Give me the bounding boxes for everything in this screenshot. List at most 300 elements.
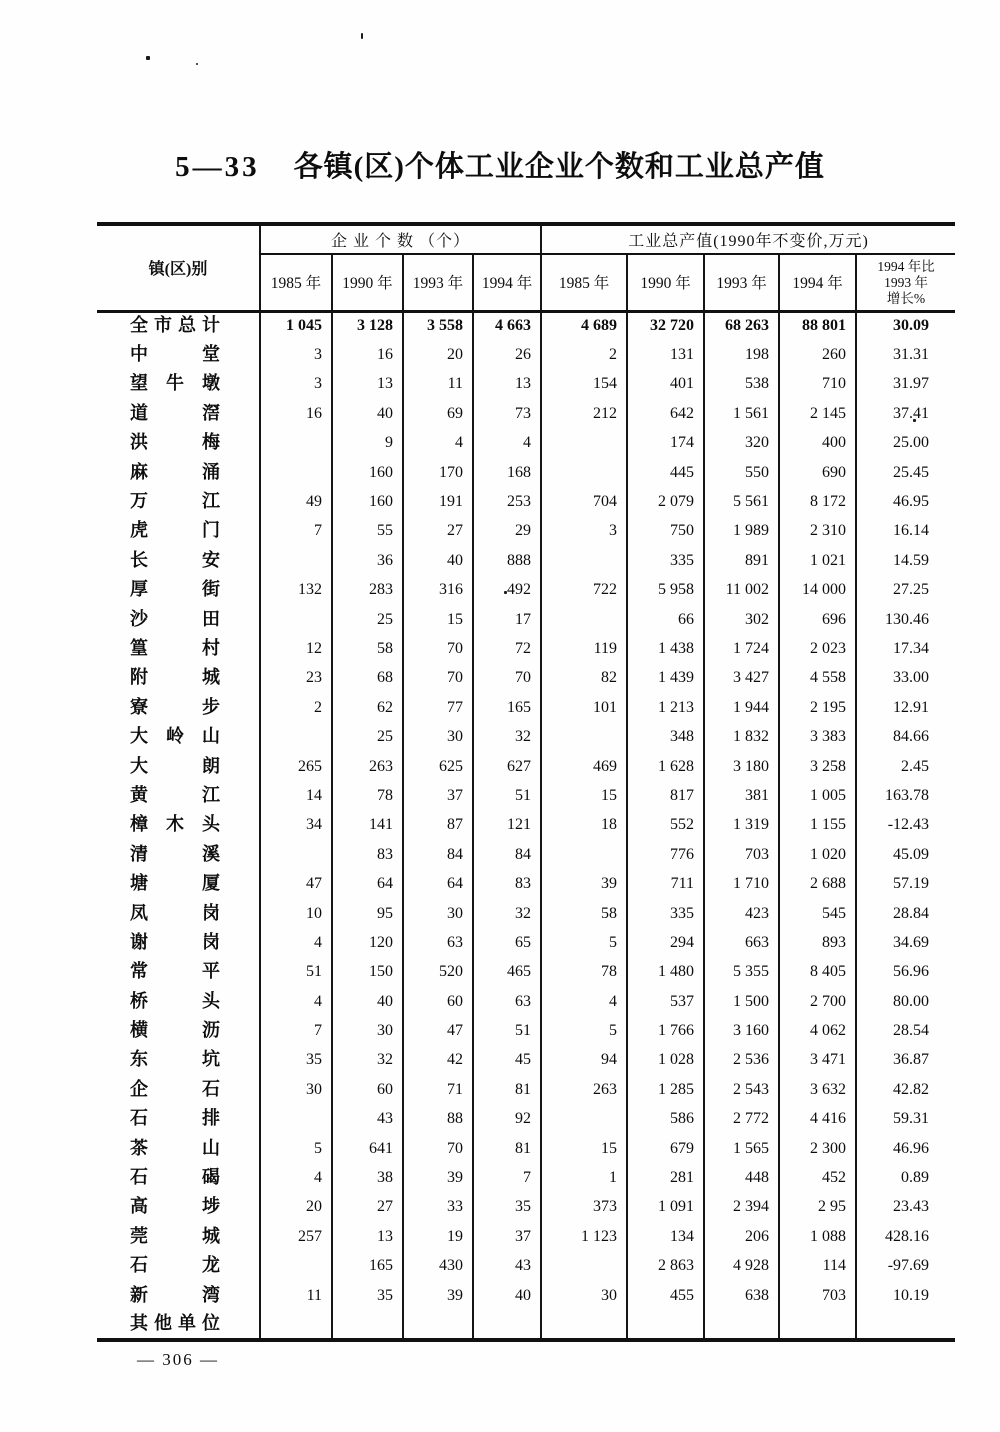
scan-speck: [361, 33, 363, 39]
town-name-cell: [97, 311, 260, 340]
table-row: [97, 928, 955, 957]
value-cell: 37: [403, 781, 473, 810]
value-cell: 40: [332, 987, 403, 1016]
table-row: [97, 546, 955, 575]
growth-value-cell: 23.43: [893, 1198, 930, 1216]
town-name: 长 安: [130, 549, 220, 571]
table-row: [97, 517, 955, 546]
table-row: [97, 899, 955, 928]
column-group-enterprise-count: 企 业 个 数 （个）: [260, 224, 541, 254]
value-cell: [260, 1252, 332, 1281]
value-cell: 4: [260, 1163, 332, 1192]
value-cell: 15: [403, 605, 473, 634]
town-name: 黄 江: [130, 784, 220, 806]
table-row: [97, 370, 955, 399]
value-cell: 302: [704, 605, 779, 634]
table-row: [97, 399, 955, 428]
value-cell: 14 000: [779, 576, 856, 605]
town-name: 虎 门: [130, 520, 220, 542]
value-cell: 663: [704, 928, 779, 957]
town-name-cell: [97, 928, 260, 957]
growth-value-cell: 42.82: [893, 1080, 930, 1098]
value-cell: 23: [260, 664, 332, 693]
value-cell: 1 005: [779, 781, 856, 810]
column-header-town: 镇(区)别: [97, 224, 260, 311]
value-cell: 40: [332, 399, 403, 428]
statistics-table: [97, 222, 955, 1342]
growth-value-cell: 10.19: [893, 1286, 930, 1304]
value-cell: 30: [541, 1281, 627, 1310]
town-name: 寮 步: [130, 696, 220, 718]
value-cell: 586: [627, 1105, 704, 1134]
value-cell: 1 724: [704, 634, 779, 663]
value-cell: 15: [541, 1134, 627, 1163]
value-cell: 141: [332, 811, 403, 840]
value-cell: 430: [403, 1252, 473, 1281]
growth-value-cell: 57.19: [893, 875, 930, 893]
value-cell: 63: [473, 987, 541, 1016]
table-row: [97, 311, 955, 340]
town-name: 附 城: [130, 667, 220, 689]
value-cell: 283: [332, 576, 403, 605]
value-cell: 64: [332, 869, 403, 898]
column-header-year: 1993 年: [403, 254, 473, 311]
town-name: 塘 厦: [130, 873, 220, 895]
value-cell: 1 710: [704, 869, 779, 898]
value-cell: [541, 1252, 627, 1281]
town-name: 常 平: [130, 961, 220, 983]
town-name-cell: [97, 429, 260, 458]
value-cell: 3 180: [704, 752, 779, 781]
value-cell: 7: [260, 517, 332, 546]
growth-value-cell: 34.69: [893, 933, 930, 951]
value-cell: 1 091: [627, 1193, 704, 1222]
town-name-cell: [97, 811, 260, 840]
value-cell: 1 439: [627, 664, 704, 693]
value-cell: 642: [627, 399, 704, 428]
value-cell: 11: [403, 370, 473, 399]
value-cell: 5: [260, 1134, 332, 1163]
growth-value-cell: 25.00: [893, 434, 930, 452]
value-cell: 891: [704, 546, 779, 575]
value-cell: 704: [541, 487, 627, 516]
value-cell: [541, 429, 627, 458]
value-cell: 263: [332, 752, 403, 781]
value-cell: 70: [403, 664, 473, 693]
value-cell: 4: [473, 429, 541, 458]
value-cell: 30: [403, 899, 473, 928]
value-cell: 88 801: [779, 311, 856, 340]
value-cell: 198: [704, 340, 779, 369]
value-cell: 81: [473, 1134, 541, 1163]
table-row: [97, 1105, 955, 1134]
value-cell: 2 700: [779, 987, 856, 1016]
town-name-cell: [97, 370, 260, 399]
town-name-cell: [97, 752, 260, 781]
value-cell: 39: [541, 869, 627, 898]
value-cell: 5 561: [704, 487, 779, 516]
value-cell: 60: [332, 1075, 403, 1104]
table-row: [97, 429, 955, 458]
value-cell: 8 405: [779, 958, 856, 987]
value-cell: 42: [403, 1046, 473, 1075]
value-cell: 4: [260, 928, 332, 957]
value-cell: 70: [403, 634, 473, 663]
town-name: 洪 梅: [130, 432, 220, 454]
table-number: 5—33: [175, 151, 260, 183]
town-name-cell: [97, 781, 260, 810]
value-cell: 13: [473, 370, 541, 399]
value-cell: 2 195: [779, 693, 856, 722]
value-cell: 101: [541, 693, 627, 722]
value-cell: 81: [473, 1075, 541, 1104]
value-cell: 2 394: [704, 1193, 779, 1222]
column-header-year: 1990 年: [627, 254, 704, 311]
town-name: 茶 山: [130, 1137, 220, 1159]
value-cell: 550: [704, 458, 779, 487]
town-name-cell: [97, 664, 260, 693]
value-cell: 1 766: [627, 1016, 704, 1045]
value-cell: 87: [403, 811, 473, 840]
value-cell: 30: [260, 1075, 332, 1104]
value-cell: 30: [332, 1016, 403, 1045]
value-cell: 537: [627, 987, 704, 1016]
town-name-cell: [97, 958, 260, 987]
town-name-cell: [97, 840, 260, 869]
table-row: [97, 722, 955, 751]
growth-value-cell: 56.96: [893, 963, 930, 981]
value-cell: 2 145: [779, 399, 856, 428]
table-body: [97, 311, 955, 1340]
value-cell: 131: [627, 340, 704, 369]
town-name: 凤 岗: [130, 902, 220, 924]
growth-value-cell: 2.45: [901, 757, 930, 775]
value-cell: 373: [541, 1193, 627, 1222]
value-cell: 2: [541, 340, 627, 369]
growth-value-cell: 28.84: [893, 904, 930, 922]
town-name-cell: [97, 722, 260, 751]
column-header-year: 1993 年: [704, 254, 779, 311]
value-cell: 51: [473, 781, 541, 810]
value-cell: 2 300: [779, 1134, 856, 1163]
value-cell: 776: [627, 840, 704, 869]
value-cell: 381: [704, 781, 779, 810]
value-cell: 33: [403, 1193, 473, 1222]
value-cell: 2 772: [704, 1105, 779, 1134]
value-cell: 465: [473, 958, 541, 987]
value-cell: 82: [541, 664, 627, 693]
town-name: 中 堂: [130, 344, 220, 366]
value-cell: 263: [541, 1075, 627, 1104]
value-cell: 335: [627, 899, 704, 928]
value-cell: 1 155: [779, 811, 856, 840]
value-cell: [541, 722, 627, 751]
table-row: [97, 1252, 955, 1281]
value-cell: 4 416: [779, 1105, 856, 1134]
value-cell: 552: [627, 811, 704, 840]
value-cell: [260, 840, 332, 869]
value-cell: 641: [332, 1134, 403, 1163]
value-cell: 62: [332, 693, 403, 722]
value-cell: 39: [403, 1281, 473, 1310]
value-cell: 2 079: [627, 487, 704, 516]
table-title-text: 各镇(区)个体工业企业个数和工业总产值: [293, 151, 825, 183]
table-row: [97, 1163, 955, 1192]
value-cell: 72: [473, 634, 541, 663]
growth-value-cell: 45.09: [893, 845, 930, 863]
table-row: [97, 634, 955, 663]
value-cell: 39: [403, 1163, 473, 1192]
value-cell: 257: [260, 1222, 332, 1251]
value-cell: 1 088: [779, 1222, 856, 1251]
growth-value-cell: 59.31: [893, 1110, 930, 1128]
town-name: 大 岭 山: [130, 726, 220, 748]
value-cell: 253: [473, 487, 541, 516]
value-cell: 3 558: [403, 311, 473, 340]
value-cell: 3 160: [704, 1016, 779, 1045]
value-cell: 893: [779, 928, 856, 957]
value-cell: 1 628: [627, 752, 704, 781]
town-name: 沙 田: [130, 608, 220, 630]
value-cell: 2 310: [779, 517, 856, 546]
table-row: [97, 1222, 955, 1251]
value-cell: 1 045: [260, 311, 332, 340]
value-cell: 40: [473, 1281, 541, 1310]
value-cell: 84: [473, 840, 541, 869]
table-row: [97, 576, 955, 605]
value-cell: 10: [260, 899, 332, 928]
town-name: 横 沥: [130, 1020, 220, 1042]
value-cell: [627, 1310, 704, 1339]
value-cell: 492: [473, 576, 541, 605]
value-cell: 1 021: [779, 546, 856, 575]
value-cell: 35: [260, 1046, 332, 1075]
value-cell: [541, 546, 627, 575]
value-cell: 320: [704, 429, 779, 458]
value-cell: 70: [403, 1134, 473, 1163]
value-cell: 65: [473, 928, 541, 957]
value-cell: 84: [403, 840, 473, 869]
column-header-year: 1994 年: [473, 254, 541, 311]
column-header-year: 1985 年: [260, 254, 332, 311]
town-name-cell: [97, 1252, 260, 1281]
value-cell: 18: [541, 811, 627, 840]
table-row: [97, 1281, 955, 1310]
value-cell: 78: [332, 781, 403, 810]
town-name-cell: [97, 899, 260, 928]
value-cell: 25: [332, 722, 403, 751]
value-cell: 5: [541, 1016, 627, 1045]
town-name: 麻 涌: [130, 461, 220, 483]
growth-value-cell: 31.31: [893, 346, 930, 364]
value-cell: 817: [627, 781, 704, 810]
value-cell: 160: [332, 458, 403, 487]
value-cell: 401: [627, 370, 704, 399]
value-cell: 58: [541, 899, 627, 928]
value-cell: 711: [627, 869, 704, 898]
town-name-cell: [97, 1163, 260, 1192]
value-cell: [260, 1310, 332, 1339]
growth-value-cell: 17.34: [893, 639, 930, 657]
column-header-year: 1990 年: [332, 254, 403, 311]
table-row: [97, 664, 955, 693]
value-cell: 3 471: [779, 1046, 856, 1075]
value-cell: [260, 722, 332, 751]
town-name: 企 石: [130, 1078, 220, 1100]
value-cell: 2 023: [779, 634, 856, 663]
town-name: 石 排: [130, 1108, 220, 1130]
town-name: 全 市 总 计: [130, 315, 220, 337]
page-title: [0, 144, 1000, 185]
town-name-cell: [97, 399, 260, 428]
value-cell: 77: [403, 693, 473, 722]
value-cell: 68: [332, 664, 403, 693]
table-row: [97, 1193, 955, 1222]
value-cell: 1 020: [779, 840, 856, 869]
town-name-cell: [97, 1134, 260, 1163]
town-name-cell: [97, 605, 260, 634]
value-cell: 165: [473, 693, 541, 722]
value-cell: 469: [541, 752, 627, 781]
value-cell: 4 689: [541, 311, 627, 340]
value-cell: 13: [332, 370, 403, 399]
value-cell: [541, 458, 627, 487]
value-cell: 4 928: [704, 1252, 779, 1281]
value-cell: [260, 605, 332, 634]
value-cell: 545: [779, 899, 856, 928]
value-cell: 4 062: [779, 1016, 856, 1045]
table-row: [97, 693, 955, 722]
town-name: 石 碣: [130, 1167, 220, 1189]
town-name-cell: [97, 1281, 260, 1310]
value-cell: 83: [332, 840, 403, 869]
value-cell: 1 438: [627, 634, 704, 663]
value-cell: 2 863: [627, 1252, 704, 1281]
growth-value-cell: 46.96: [893, 1139, 930, 1157]
value-cell: 750: [627, 517, 704, 546]
value-cell: 60: [403, 987, 473, 1016]
growth-value-cell: 163.78: [885, 786, 930, 804]
table-row: [97, 781, 955, 810]
value-cell: [541, 840, 627, 869]
town-name-cell: [97, 1222, 260, 1251]
value-cell: 11: [260, 1281, 332, 1310]
town-name: 厚 街: [130, 579, 220, 601]
value-cell: 20: [403, 340, 473, 369]
value-cell: 1 213: [627, 693, 704, 722]
value-cell: 170: [403, 458, 473, 487]
value-cell: 3: [260, 340, 332, 369]
value-cell: 132: [260, 576, 332, 605]
town-name-cell: [97, 458, 260, 487]
value-cell: 2 688: [779, 869, 856, 898]
value-cell: 1 561: [704, 399, 779, 428]
town-name-cell: [97, 1075, 260, 1104]
value-cell: 520: [403, 958, 473, 987]
table-row: [97, 1134, 955, 1163]
value-cell: 69: [403, 399, 473, 428]
value-cell: [260, 546, 332, 575]
town-name: 桥 头: [130, 990, 220, 1012]
table-row: [97, 1046, 955, 1075]
value-cell: 4: [403, 429, 473, 458]
growth-value-cell: [856, 1310, 955, 1339]
town-name-cell: [97, 693, 260, 722]
growth-value-cell: 28.54: [893, 1022, 930, 1040]
value-cell: 335: [627, 546, 704, 575]
value-cell: [260, 429, 332, 458]
growth-value-cell: -12.43: [887, 816, 930, 834]
value-cell: 1 285: [627, 1075, 704, 1104]
value-cell: 32: [473, 899, 541, 928]
value-cell: [704, 1310, 779, 1339]
value-cell: 2 543: [704, 1075, 779, 1104]
column-header-year: 1994 年: [779, 254, 856, 311]
value-cell: 15: [541, 781, 627, 810]
value-cell: 63: [403, 928, 473, 957]
town-name-cell: [97, 517, 260, 546]
scan-speck: [146, 56, 150, 60]
value-cell: 400: [779, 429, 856, 458]
table-row: [97, 1310, 955, 1339]
value-cell: 20: [260, 1193, 332, 1222]
value-cell: 64: [403, 869, 473, 898]
value-cell: 119: [541, 634, 627, 663]
value-cell: 690: [779, 458, 856, 487]
value-cell: 45: [473, 1046, 541, 1075]
value-cell: 174: [627, 429, 704, 458]
growth-value-cell: 37.41: [893, 404, 930, 422]
value-cell: 2 536: [704, 1046, 779, 1075]
value-cell: 73: [473, 399, 541, 428]
value-cell: 1 565: [704, 1134, 779, 1163]
value-cell: 206: [704, 1222, 779, 1251]
growth-value-cell: 27.25: [893, 581, 930, 599]
value-cell: 30: [403, 722, 473, 751]
column-header-year: 1985 年: [541, 254, 627, 311]
value-cell: 165: [332, 1252, 403, 1281]
town-name: 望 牛 墩: [130, 373, 220, 395]
table-row: [97, 987, 955, 1016]
value-cell: 12: [260, 634, 332, 663]
town-name-cell: [97, 1046, 260, 1075]
town-name: 万 江: [130, 491, 220, 513]
value-cell: [541, 605, 627, 634]
table-row: [97, 605, 955, 634]
value-cell: [332, 1310, 403, 1339]
town-name-cell: [97, 634, 260, 663]
growth-value-cell: 33.00: [893, 669, 930, 687]
value-cell: 4: [541, 987, 627, 1016]
value-cell: 3: [260, 370, 332, 399]
value-cell: 703: [779, 1281, 856, 1310]
town-name: 东 坑: [130, 1049, 220, 1071]
value-cell: 47: [260, 869, 332, 898]
value-cell: 1 480: [627, 958, 704, 987]
value-cell: 679: [627, 1134, 704, 1163]
scan-speck: [196, 63, 198, 65]
value-cell: 4 663: [473, 311, 541, 340]
town-name: 其 他 单 位: [130, 1312, 220, 1334]
value-cell: 17: [473, 605, 541, 634]
growth-value-cell: 16.14: [893, 522, 930, 540]
value-cell: 1 944: [704, 693, 779, 722]
value-cell: [260, 458, 332, 487]
value-cell: 25: [332, 605, 403, 634]
town-name-cell: [97, 869, 260, 898]
value-cell: 638: [704, 1281, 779, 1310]
value-cell: 294: [627, 928, 704, 957]
